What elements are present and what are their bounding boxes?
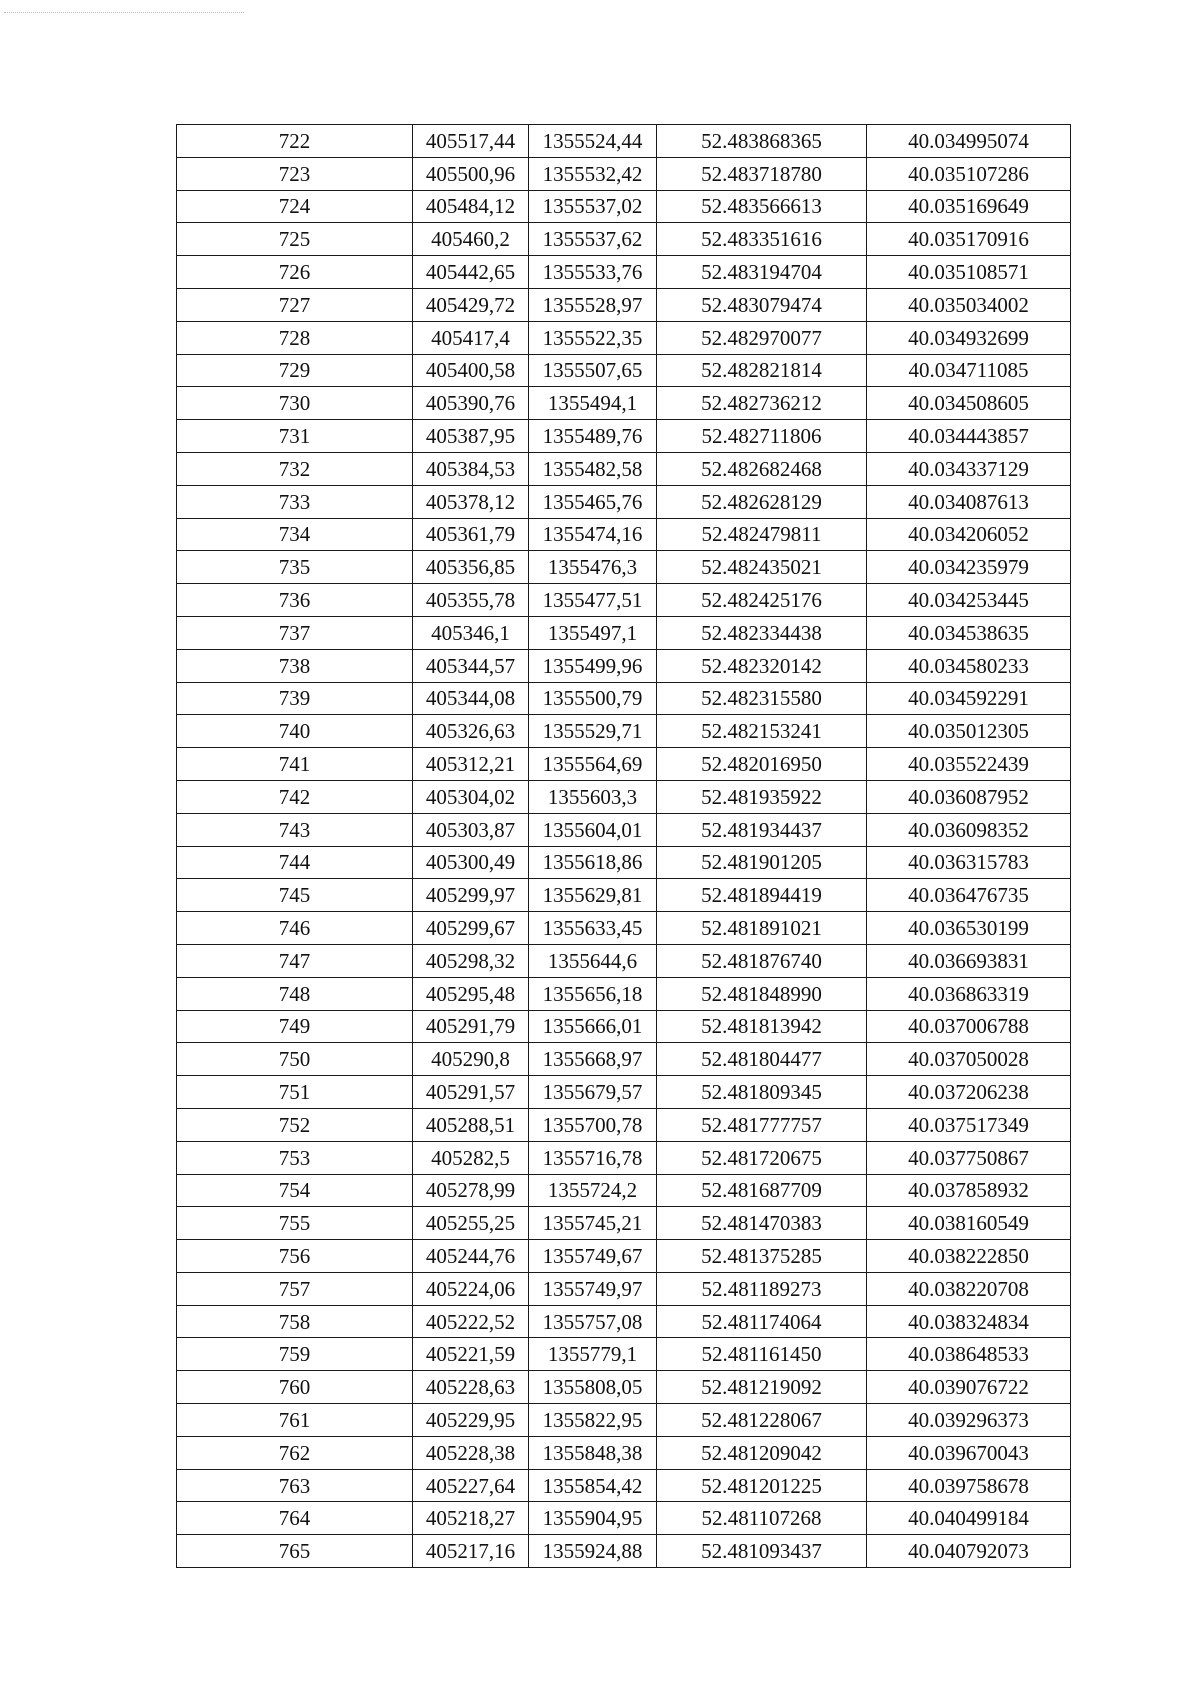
longitude-cell: 40.037750867 xyxy=(867,1141,1071,1174)
table-row xyxy=(177,1240,1071,1273)
point-number-cell: 756 xyxy=(177,1240,413,1273)
y-coordinate-cell: 1355904,95 xyxy=(529,1502,657,1535)
point-number-cell: 761 xyxy=(177,1404,413,1437)
y-coordinate-cell: 1355924,88 xyxy=(529,1535,657,1568)
y-coordinate-cell: 1355700,78 xyxy=(529,1108,657,1141)
x-coordinate-cell: 405221,59 xyxy=(413,1338,529,1371)
x-coordinate-cell: 405222,52 xyxy=(413,1305,529,1338)
latitude-cell: 52.481934437 xyxy=(657,813,867,846)
x-coordinate-cell: 405255,25 xyxy=(413,1207,529,1240)
y-coordinate-cell: 1355604,01 xyxy=(529,813,657,846)
y-coordinate-cell: 1355528,97 xyxy=(529,288,657,321)
point-number-cell: 745 xyxy=(177,879,413,912)
point-number-cell: 751 xyxy=(177,1076,413,1109)
point-number-cell: 723 xyxy=(177,157,413,190)
y-coordinate-cell: 1355745,21 xyxy=(529,1207,657,1240)
x-coordinate-cell: 405417,4 xyxy=(413,321,529,354)
x-coordinate-cell: 405288,51 xyxy=(413,1108,529,1141)
table-row xyxy=(177,387,1071,420)
latitude-cell: 52.481901205 xyxy=(657,846,867,879)
latitude-cell: 52.482711806 xyxy=(657,420,867,453)
longitude-cell: 40.036098352 xyxy=(867,813,1071,846)
table-row xyxy=(177,1043,1071,1076)
x-coordinate-cell: 405355,78 xyxy=(413,584,529,617)
latitude-cell: 52.481813942 xyxy=(657,1010,867,1043)
longitude-cell: 40.036315783 xyxy=(867,846,1071,879)
longitude-cell: 40.038222850 xyxy=(867,1240,1071,1273)
table-row xyxy=(177,1207,1071,1240)
point-number-cell: 754 xyxy=(177,1174,413,1207)
latitude-cell: 52.481894419 xyxy=(657,879,867,912)
table-row xyxy=(177,1436,1071,1469)
x-coordinate-cell: 405298,32 xyxy=(413,944,529,977)
latitude-cell: 52.481093437 xyxy=(657,1535,867,1568)
point-number-cell: 726 xyxy=(177,256,413,289)
latitude-cell: 52.481891021 xyxy=(657,912,867,945)
table-row xyxy=(177,1141,1071,1174)
y-coordinate-cell: 1355757,08 xyxy=(529,1305,657,1338)
x-coordinate-cell: 405442,65 xyxy=(413,256,529,289)
y-coordinate-cell: 1355476,3 xyxy=(529,551,657,584)
latitude-cell: 52.481209042 xyxy=(657,1436,867,1469)
x-coordinate-cell: 405218,27 xyxy=(413,1502,529,1535)
longitude-cell: 40.035169649 xyxy=(867,190,1071,223)
y-coordinate-cell: 1355716,78 xyxy=(529,1141,657,1174)
point-number-cell: 737 xyxy=(177,616,413,649)
y-coordinate-cell: 1355848,38 xyxy=(529,1436,657,1469)
x-coordinate-cell: 405291,57 xyxy=(413,1076,529,1109)
table-row xyxy=(177,1502,1071,1535)
latitude-cell: 52.481809345 xyxy=(657,1076,867,1109)
longitude-cell: 40.039076722 xyxy=(867,1371,1071,1404)
latitude-cell: 52.483718780 xyxy=(657,157,867,190)
latitude-cell: 52.482736212 xyxy=(657,387,867,420)
longitude-cell: 40.034995074 xyxy=(867,125,1071,158)
table-row xyxy=(177,1076,1071,1109)
coordinates-table-body xyxy=(177,125,1071,1568)
point-number-cell: 748 xyxy=(177,977,413,1010)
table-row xyxy=(177,616,1071,649)
table-row xyxy=(177,912,1071,945)
table-row xyxy=(177,1272,1071,1305)
table-row xyxy=(177,715,1071,748)
point-number-cell: 740 xyxy=(177,715,413,748)
longitude-cell: 40.034538635 xyxy=(867,616,1071,649)
table-row xyxy=(177,1108,1071,1141)
x-coordinate-cell: 405304,02 xyxy=(413,780,529,813)
latitude-cell: 52.481174064 xyxy=(657,1305,867,1338)
latitude-cell: 52.481720675 xyxy=(657,1141,867,1174)
latitude-cell: 52.481228067 xyxy=(657,1404,867,1437)
latitude-cell: 52.482682468 xyxy=(657,452,867,485)
point-number-cell: 753 xyxy=(177,1141,413,1174)
latitude-cell: 52.482334438 xyxy=(657,616,867,649)
latitude-cell: 52.481777757 xyxy=(657,1108,867,1141)
y-coordinate-cell: 1355497,1 xyxy=(529,616,657,649)
table-row xyxy=(177,879,1071,912)
table-row xyxy=(177,977,1071,1010)
longitude-cell: 40.034508605 xyxy=(867,387,1071,420)
x-coordinate-cell: 405228,63 xyxy=(413,1371,529,1404)
longitude-cell: 40.035012305 xyxy=(867,715,1071,748)
longitude-cell: 40.037206238 xyxy=(867,1076,1071,1109)
point-number-cell: 731 xyxy=(177,420,413,453)
point-number-cell: 764 xyxy=(177,1502,413,1535)
point-number-cell: 765 xyxy=(177,1535,413,1568)
y-coordinate-cell: 1355644,6 xyxy=(529,944,657,977)
latitude-cell: 52.483566613 xyxy=(657,190,867,223)
y-coordinate-cell: 1355808,05 xyxy=(529,1371,657,1404)
table-row xyxy=(177,1371,1071,1404)
x-coordinate-cell: 405282,5 xyxy=(413,1141,529,1174)
table-row xyxy=(177,321,1071,354)
latitude-cell: 52.482821814 xyxy=(657,354,867,387)
x-coordinate-cell: 405224,06 xyxy=(413,1272,529,1305)
x-coordinate-cell: 405229,95 xyxy=(413,1404,529,1437)
y-coordinate-cell: 1355537,02 xyxy=(529,190,657,223)
longitude-cell: 40.034087613 xyxy=(867,485,1071,518)
longitude-cell: 40.037517349 xyxy=(867,1108,1071,1141)
longitude-cell: 40.036476735 xyxy=(867,879,1071,912)
table-row xyxy=(177,1010,1071,1043)
point-number-cell: 760 xyxy=(177,1371,413,1404)
table-row xyxy=(177,354,1071,387)
table-row xyxy=(177,682,1071,715)
point-number-cell: 730 xyxy=(177,387,413,420)
x-coordinate-cell: 405217,16 xyxy=(413,1535,529,1568)
point-number-cell: 724 xyxy=(177,190,413,223)
y-coordinate-cell: 1355629,81 xyxy=(529,879,657,912)
longitude-cell: 40.036530199 xyxy=(867,912,1071,945)
longitude-cell: 40.037006788 xyxy=(867,1010,1071,1043)
latitude-cell: 52.482315580 xyxy=(657,682,867,715)
latitude-cell: 52.482320142 xyxy=(657,649,867,682)
x-coordinate-cell: 405291,79 xyxy=(413,1010,529,1043)
latitude-cell: 52.481804477 xyxy=(657,1043,867,1076)
point-number-cell: 763 xyxy=(177,1469,413,1502)
x-coordinate-cell: 405312,21 xyxy=(413,748,529,781)
latitude-cell: 52.481876740 xyxy=(657,944,867,977)
y-coordinate-cell: 1355779,1 xyxy=(529,1338,657,1371)
point-number-cell: 739 xyxy=(177,682,413,715)
longitude-cell: 40.034206052 xyxy=(867,518,1071,551)
latitude-cell: 52.481848990 xyxy=(657,977,867,1010)
x-coordinate-cell: 405278,99 xyxy=(413,1174,529,1207)
point-number-cell: 749 xyxy=(177,1010,413,1043)
x-coordinate-cell: 405290,8 xyxy=(413,1043,529,1076)
longitude-cell: 40.037858932 xyxy=(867,1174,1071,1207)
x-coordinate-cell: 405228,38 xyxy=(413,1436,529,1469)
point-number-cell: 742 xyxy=(177,780,413,813)
table-row xyxy=(177,223,1071,256)
latitude-cell: 52.481470383 xyxy=(657,1207,867,1240)
point-number-cell: 762 xyxy=(177,1436,413,1469)
point-number-cell: 738 xyxy=(177,649,413,682)
longitude-cell: 40.034592291 xyxy=(867,682,1071,715)
table-row xyxy=(177,420,1071,453)
y-coordinate-cell: 1355603,3 xyxy=(529,780,657,813)
x-coordinate-cell: 405295,48 xyxy=(413,977,529,1010)
point-number-cell: 743 xyxy=(177,813,413,846)
longitude-cell: 40.034253445 xyxy=(867,584,1071,617)
point-number-cell: 732 xyxy=(177,452,413,485)
x-coordinate-cell: 405390,76 xyxy=(413,387,529,420)
longitude-cell: 40.040792073 xyxy=(867,1535,1071,1568)
table-row xyxy=(177,452,1071,485)
x-coordinate-cell: 405400,58 xyxy=(413,354,529,387)
x-coordinate-cell: 405384,53 xyxy=(413,452,529,485)
x-coordinate-cell: 405500,96 xyxy=(413,157,529,190)
y-coordinate-cell: 1355618,86 xyxy=(529,846,657,879)
latitude-cell: 52.483194704 xyxy=(657,256,867,289)
latitude-cell: 52.482153241 xyxy=(657,715,867,748)
latitude-cell: 52.482435021 xyxy=(657,551,867,584)
x-coordinate-cell: 405387,95 xyxy=(413,420,529,453)
longitude-cell: 40.034443857 xyxy=(867,420,1071,453)
table-row xyxy=(177,1174,1071,1207)
x-coordinate-cell: 405326,63 xyxy=(413,715,529,748)
longitude-cell: 40.037050028 xyxy=(867,1043,1071,1076)
point-number-cell: 729 xyxy=(177,354,413,387)
table-row xyxy=(177,1535,1071,1568)
y-coordinate-cell: 1355822,95 xyxy=(529,1404,657,1437)
y-coordinate-cell: 1355854,42 xyxy=(529,1469,657,1502)
x-coordinate-cell: 405299,97 xyxy=(413,879,529,912)
y-coordinate-cell: 1355494,1 xyxy=(529,387,657,420)
point-number-cell: 725 xyxy=(177,223,413,256)
latitude-cell: 52.483351616 xyxy=(657,223,867,256)
y-coordinate-cell: 1355656,18 xyxy=(529,977,657,1010)
point-number-cell: 744 xyxy=(177,846,413,879)
y-coordinate-cell: 1355537,62 xyxy=(529,223,657,256)
y-coordinate-cell: 1355564,69 xyxy=(529,748,657,781)
x-coordinate-cell: 405429,72 xyxy=(413,288,529,321)
point-number-cell: 752 xyxy=(177,1108,413,1141)
x-coordinate-cell: 405460,2 xyxy=(413,223,529,256)
longitude-cell: 40.034235979 xyxy=(867,551,1071,584)
latitude-cell: 52.482425176 xyxy=(657,584,867,617)
point-number-cell: 757 xyxy=(177,1272,413,1305)
table-row xyxy=(177,1305,1071,1338)
table-row xyxy=(177,288,1071,321)
y-coordinate-cell: 1355522,35 xyxy=(529,321,657,354)
longitude-cell: 40.035522439 xyxy=(867,748,1071,781)
latitude-cell: 52.481935922 xyxy=(657,780,867,813)
x-coordinate-cell: 405378,12 xyxy=(413,485,529,518)
x-coordinate-cell: 405346,1 xyxy=(413,616,529,649)
latitude-cell: 52.481161450 xyxy=(657,1338,867,1371)
point-number-cell: 755 xyxy=(177,1207,413,1240)
latitude-cell: 52.482016950 xyxy=(657,748,867,781)
x-coordinate-cell: 405517,44 xyxy=(413,125,529,158)
y-coordinate-cell: 1355477,51 xyxy=(529,584,657,617)
table-row xyxy=(177,649,1071,682)
point-number-cell: 746 xyxy=(177,912,413,945)
longitude-cell: 40.038160549 xyxy=(867,1207,1071,1240)
point-number-cell: 734 xyxy=(177,518,413,551)
table-row xyxy=(177,518,1071,551)
y-coordinate-cell: 1355529,71 xyxy=(529,715,657,748)
longitude-cell: 40.038324834 xyxy=(867,1305,1071,1338)
latitude-cell: 52.481201225 xyxy=(657,1469,867,1502)
table-row xyxy=(177,1404,1071,1437)
point-number-cell: 750 xyxy=(177,1043,413,1076)
table-row xyxy=(177,485,1071,518)
longitude-cell: 40.036863319 xyxy=(867,977,1071,1010)
y-coordinate-cell: 1355499,96 xyxy=(529,649,657,682)
point-number-cell: 747 xyxy=(177,944,413,977)
table-row xyxy=(177,551,1071,584)
y-coordinate-cell: 1355749,97 xyxy=(529,1272,657,1305)
longitude-cell: 40.036087952 xyxy=(867,780,1071,813)
x-coordinate-cell: 405344,08 xyxy=(413,682,529,715)
point-number-cell: 736 xyxy=(177,584,413,617)
table-row xyxy=(177,125,1071,158)
point-number-cell: 735 xyxy=(177,551,413,584)
coordinates-table xyxy=(176,124,1071,1568)
table-row xyxy=(177,846,1071,879)
latitude-cell: 52.482970077 xyxy=(657,321,867,354)
y-coordinate-cell: 1355533,76 xyxy=(529,256,657,289)
point-number-cell: 758 xyxy=(177,1305,413,1338)
point-number-cell: 759 xyxy=(177,1338,413,1371)
table-row xyxy=(177,780,1071,813)
longitude-cell: 40.039296373 xyxy=(867,1404,1071,1437)
y-coordinate-cell: 1355633,45 xyxy=(529,912,657,945)
table-row xyxy=(177,748,1071,781)
table-row xyxy=(177,584,1071,617)
longitude-cell: 40.035107286 xyxy=(867,157,1071,190)
latitude-cell: 52.482628129 xyxy=(657,485,867,518)
longitude-cell: 40.034580233 xyxy=(867,649,1071,682)
x-coordinate-cell: 405484,12 xyxy=(413,190,529,223)
longitude-cell: 40.034337129 xyxy=(867,452,1071,485)
latitude-cell: 52.481189273 xyxy=(657,1272,867,1305)
latitude-cell: 52.483868365 xyxy=(657,125,867,158)
y-coordinate-cell: 1355500,79 xyxy=(529,682,657,715)
latitude-cell: 52.482479811 xyxy=(657,518,867,551)
y-coordinate-cell: 1355679,57 xyxy=(529,1076,657,1109)
x-coordinate-cell: 405356,85 xyxy=(413,551,529,584)
table-row xyxy=(177,1469,1071,1502)
point-number-cell: 727 xyxy=(177,288,413,321)
y-coordinate-cell: 1355524,44 xyxy=(529,125,657,158)
y-coordinate-cell: 1355474,16 xyxy=(529,518,657,551)
longitude-cell: 40.039758678 xyxy=(867,1469,1071,1502)
y-coordinate-cell: 1355668,97 xyxy=(529,1043,657,1076)
latitude-cell: 52.481375285 xyxy=(657,1240,867,1273)
latitude-cell: 52.483079474 xyxy=(657,288,867,321)
point-number-cell: 728 xyxy=(177,321,413,354)
table-row xyxy=(177,1338,1071,1371)
y-coordinate-cell: 1355749,67 xyxy=(529,1240,657,1273)
y-coordinate-cell: 1355507,65 xyxy=(529,354,657,387)
x-coordinate-cell: 405344,57 xyxy=(413,649,529,682)
point-number-cell: 722 xyxy=(177,125,413,158)
table-row xyxy=(177,256,1071,289)
latitude-cell: 52.481219092 xyxy=(657,1371,867,1404)
table-row xyxy=(177,190,1071,223)
longitude-cell: 40.040499184 xyxy=(867,1502,1071,1535)
longitude-cell: 40.038648533 xyxy=(867,1338,1071,1371)
x-coordinate-cell: 405300,49 xyxy=(413,846,529,879)
table-row xyxy=(177,944,1071,977)
point-number-cell: 741 xyxy=(177,748,413,781)
x-coordinate-cell: 405299,67 xyxy=(413,912,529,945)
longitude-cell: 40.039670043 xyxy=(867,1436,1071,1469)
longitude-cell: 40.034932699 xyxy=(867,321,1071,354)
longitude-cell: 40.036693831 xyxy=(867,944,1071,977)
longitude-cell: 40.035034002 xyxy=(867,288,1071,321)
y-coordinate-cell: 1355724,2 xyxy=(529,1174,657,1207)
longitude-cell: 40.038220708 xyxy=(867,1272,1071,1305)
x-coordinate-cell: 405361,79 xyxy=(413,518,529,551)
longitude-cell: 40.035108571 xyxy=(867,256,1071,289)
y-coordinate-cell: 1355465,76 xyxy=(529,485,657,518)
y-coordinate-cell: 1355666,01 xyxy=(529,1010,657,1043)
point-number-cell: 733 xyxy=(177,485,413,518)
table-row xyxy=(177,157,1071,190)
x-coordinate-cell: 405244,76 xyxy=(413,1240,529,1273)
x-coordinate-cell: 405227,64 xyxy=(413,1469,529,1502)
table-row xyxy=(177,813,1071,846)
latitude-cell: 52.481687709 xyxy=(657,1174,867,1207)
x-coordinate-cell: 405303,87 xyxy=(413,813,529,846)
longitude-cell: 40.034711085 xyxy=(867,354,1071,387)
y-coordinate-cell: 1355489,76 xyxy=(529,420,657,453)
longitude-cell: 40.035170916 xyxy=(867,223,1071,256)
latitude-cell: 52.481107268 xyxy=(657,1502,867,1535)
y-coordinate-cell: 1355482,58 xyxy=(529,452,657,485)
y-coordinate-cell: 1355532,42 xyxy=(529,157,657,190)
scan-artifact-line xyxy=(4,12,244,13)
